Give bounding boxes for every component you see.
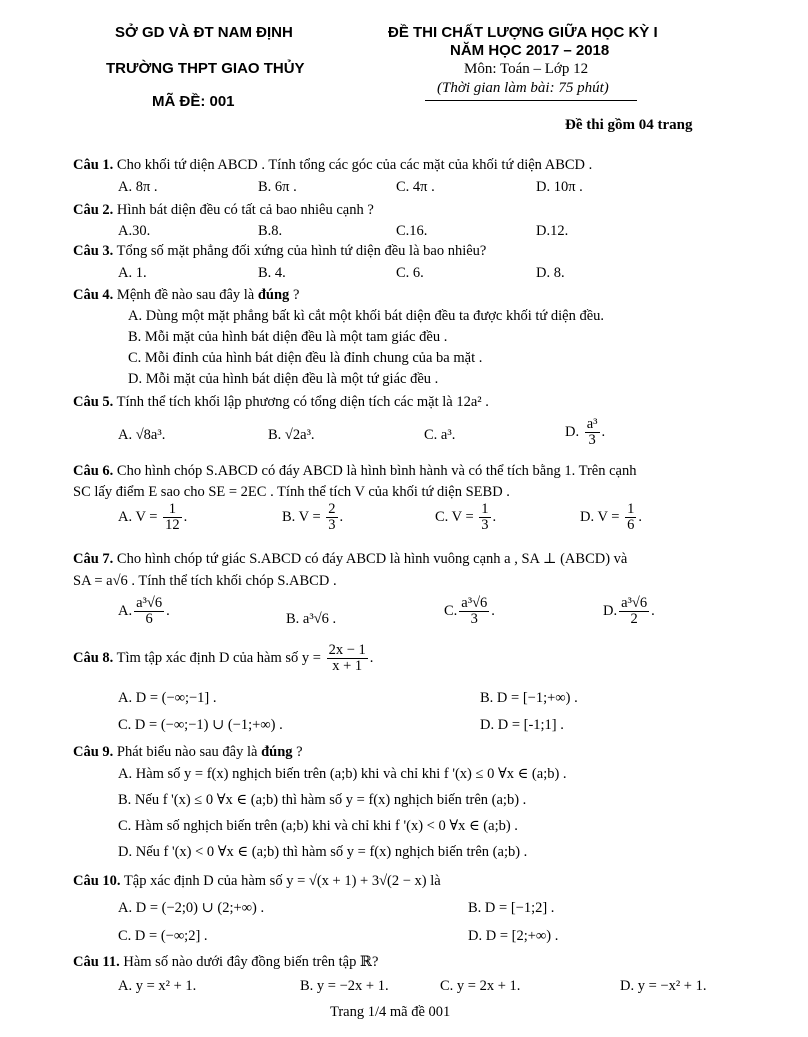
question-3 (73, 243, 486, 260)
q3-option-d: D. 8. (536, 265, 565, 281)
option-prefix: C. V = (435, 509, 474, 526)
q4-option-c: C. Mỗi đỉnh của hình bát diện đều là đỉnh chung của ba mặt . (128, 350, 483, 366)
question-text: Hàm số nào dưới đây đồng biến trên tập ℝ? (123, 954, 379, 970)
question-label: Câu 11. (73, 954, 120, 970)
q5-option-c: C. a³. (424, 427, 456, 443)
q9-option-d: D. Nếu f '(x) < 0 ∀x ∈ (a;b) thì hàm số y = f(x) nghịch biến trên (a;b) . (118, 844, 528, 860)
q2-option-d: D.12. (536, 223, 569, 239)
question-text: Mệnh đề nào sau đây là (116, 287, 255, 303)
question-5 (73, 394, 489, 411)
q5-option-b: B. √2a³. (268, 427, 315, 443)
q7-option-a: A. $\frac{\text{a³√6}}{6}$ . (118, 595, 170, 628)
fraction-denominator: 2 (630, 611, 638, 628)
question-label: Câu 6. (73, 463, 114, 479)
question-text: Tìm tập xác định D của hàm số y = (116, 650, 321, 667)
option-prefix: A. V = (118, 509, 158, 526)
fraction-denominator: 3 (588, 432, 596, 449)
q8-option-b: B. D = [−1;+∞) . (480, 690, 578, 706)
question-text: Phát biểu nào sau đây là (116, 744, 258, 760)
q1-option-d: D. 10π . (536, 179, 583, 195)
q7-option-d: D. $\frac{\text{a³√6}}{2}$ . (603, 595, 655, 628)
page-footer: Trang 1/4 mã đề 001 (330, 1004, 451, 1020)
question-9 (73, 744, 303, 761)
question-text: Cho hình chóp S.ABCD có đáy ABCD là hình bình hành và có thể tích bằng 1. Trên cạnh (116, 463, 637, 479)
question-text: Tính thể tích khối lập phương có tổng diện tích các mặt là 12a² . (116, 394, 489, 410)
fraction-denominator: 3 (470, 611, 478, 628)
q11-option-d: D. y = −x² + 1. (620, 978, 707, 994)
question-text: Hình bát diện đều có tất cả bao nhiêu cạnh ? (116, 202, 374, 218)
q11-option-c: C. y = 2x + 1. (440, 978, 521, 994)
fraction-numerator: 1 (481, 501, 489, 517)
fraction-numerator: a³ (586, 416, 598, 432)
question-label: Câu 2. (73, 202, 114, 218)
question-label: Câu 1. (73, 157, 114, 173)
fraction-denominator: 3 (328, 517, 336, 534)
question-text: Tổng số mặt phẳng đối xứng của hình tứ diện đều là bao nhiêu? (116, 243, 487, 259)
q8-option-d: D. D = [-1;1] . (480, 717, 564, 733)
q6-option-a: A. V = $\frac{1}{12}$ . (118, 501, 188, 534)
fraction-denominator: 6 (627, 517, 635, 534)
school-name: TRƯỜNG THPT GIAO THỦY (106, 60, 305, 77)
question-tail: ? (296, 744, 303, 760)
question-10 (73, 873, 441, 890)
question-text: Cho khối tứ diện ABCD . Tính tổng các góc của các mặt của khối tứ diện ABCD . (116, 157, 593, 173)
q4-option-d: D. Mỗi mặt của hình bát diện đều là một tứ giác đều . (128, 371, 439, 387)
option-prefix: B. V = (282, 509, 321, 526)
q11-option-b: B. y = −2x + 1. (300, 978, 389, 994)
question-text: Tập xác định D của hàm số y = √(x + 1) + 3√(2 − x) là (123, 873, 441, 889)
question-text: Cho hình chóp tứ giác S.ABCD có đáy ABCD là hình vuông cạnh a , SA ⊥ (ABCD) và (116, 551, 628, 567)
q8-option-c: C. D = (−∞;−1) ∪ (−1;+∞) . (118, 717, 283, 733)
fraction-numerator: 2 (328, 501, 336, 517)
question-1 (73, 157, 592, 174)
q1-option-c: C. 4π . (396, 179, 435, 195)
question-label: Câu 10. (73, 873, 121, 889)
fraction-denominator: x + 1 (332, 658, 363, 675)
q6-text-line2: SC lấy điểm E sao cho SE = 2EC . Tính thể tích V của khối tứ diện SEBD . (73, 484, 510, 500)
question-2 (73, 202, 374, 219)
q2-option-b: B.8. (258, 223, 283, 239)
fraction-numerator: a³√6 (461, 595, 488, 611)
question-label: Câu 8. (73, 650, 114, 667)
question-4 (73, 287, 299, 304)
q7-option-c: C. $\frac{\text{a³√6}}{3}$ . (444, 595, 495, 628)
q11-option-a: A. y = x² + 1. (118, 978, 197, 994)
fraction-numerator: a³√6 (136, 595, 163, 611)
q8-option-a: A. D = (−∞;−1] . (118, 690, 217, 706)
page-count: Đề thi gồm 04 trang (565, 117, 693, 133)
question-emphasis: đúng (261, 744, 293, 760)
q6-option-c: C. V = $\frac{1}{3}$ . (435, 501, 497, 534)
q1-option-a: A. 8π . (118, 179, 158, 195)
q6-option-d: D. V = $\frac{1}{6}$ . (580, 501, 642, 534)
q9-option-b: B. Nếu f '(x) ≤ 0 ∀x ∈ (a;b) thì hàm số y = f(x) nghịch biến trên (a;b) . (118, 792, 527, 808)
question-emphasis: đúng (257, 287, 290, 303)
option-prefix: D. V = (580, 509, 620, 526)
q1-option-b: B. 6π . (258, 179, 297, 195)
q3-option-c: C. 6. (396, 265, 424, 281)
option-prefix: D. (603, 603, 618, 620)
fraction-denominator: 6 (145, 611, 153, 628)
question-label: Câu 7. (73, 551, 114, 567)
option-prefix: D. (565, 424, 580, 441)
q3-option-b: B. 4. (258, 265, 286, 281)
q9-option-c: C. Hàm số nghịch biến trên (a;b) khi và chỉ khi f '(x) < 0 ∀x ∈ (a;b) . (118, 818, 518, 834)
q10-option-c: C. D = (−∞;2] . (118, 928, 208, 944)
q4-option-b: B. Mỗi mặt của hình bát diện đều là một tam giác đều . (128, 329, 448, 345)
q7-option-b: B. a³√6 . (286, 611, 337, 627)
question-7 (73, 551, 627, 568)
q10-option-b: B. D = [−1;2] . (468, 900, 555, 916)
time-limit: (Thời gian làm bài: 75 phút) (437, 80, 609, 96)
option-prefix: C. (444, 603, 458, 620)
q3-option-a: A. 1. (118, 265, 147, 281)
q5-option-a: A. √8a³. (118, 427, 166, 443)
question-tail: ? (292, 287, 300, 303)
option-prefix: A. (118, 603, 133, 620)
q7-text-line2: SA = a√6 . Tính thể tích khối chóp S.ABCD . (73, 573, 337, 589)
question-8: Câu 8. Tìm tập xác định D của hàm số y = $\frac{2x - 1}{x + 1}$ . (73, 642, 374, 675)
fraction-numerator: 1 (163, 502, 182, 518)
exam-title: ĐỀ THI CHẤT LƯỢNG GIỮA HỌC KỲ I (388, 24, 658, 41)
fraction-denominator: 3 (481, 517, 489, 534)
q2-option-c: C.16. (396, 223, 428, 239)
question-label: Câu 5. (73, 394, 114, 410)
subject: Môn: Toán – Lớp 12 (464, 61, 589, 77)
question-label: Câu 3. (73, 243, 114, 259)
q10-option-d: D. D = [2;+∞) . (468, 928, 559, 944)
q5-option-d: D. $\frac{\text{a³}}{3}$ . (565, 416, 606, 449)
question-label: Câu 9. (73, 744, 114, 760)
header-underline (425, 100, 637, 101)
fraction-denominator: 12 (165, 517, 180, 534)
fraction-numerator: 1 (627, 501, 635, 517)
question-label: Câu 4. (73, 287, 114, 303)
q4-option-a: A. Dùng một mặt phẳng bất kì cắt một khối bát diện đều ta được khối tứ diện đều. (128, 308, 605, 324)
dept-name: SỞ GD VÀ ĐT NAM ĐỊNH (115, 24, 293, 41)
q10-option-a: A. D = (−2;0) ∪ (2;+∞) . (118, 900, 265, 916)
question-11 (73, 954, 378, 971)
school-year: NĂM HỌC 2017 – 2018 (450, 42, 610, 59)
exam-code: MÃ ĐỀ: 001 (152, 93, 235, 110)
q9-option-a: A. Hàm số y = f(x) nghịch biến trên (a;b) khi và chỉ khi f '(x) ≤ 0 ∀x ∈ (a;b) . (118, 766, 567, 782)
question-6 (73, 463, 636, 480)
fraction-numerator: 2x − 1 (328, 642, 366, 658)
fraction-numerator: a³√6 (621, 595, 648, 611)
q6-option-b: B. V = $\frac{2}{3}$ . (282, 501, 344, 534)
q2-option-a: A.30. (118, 223, 151, 239)
